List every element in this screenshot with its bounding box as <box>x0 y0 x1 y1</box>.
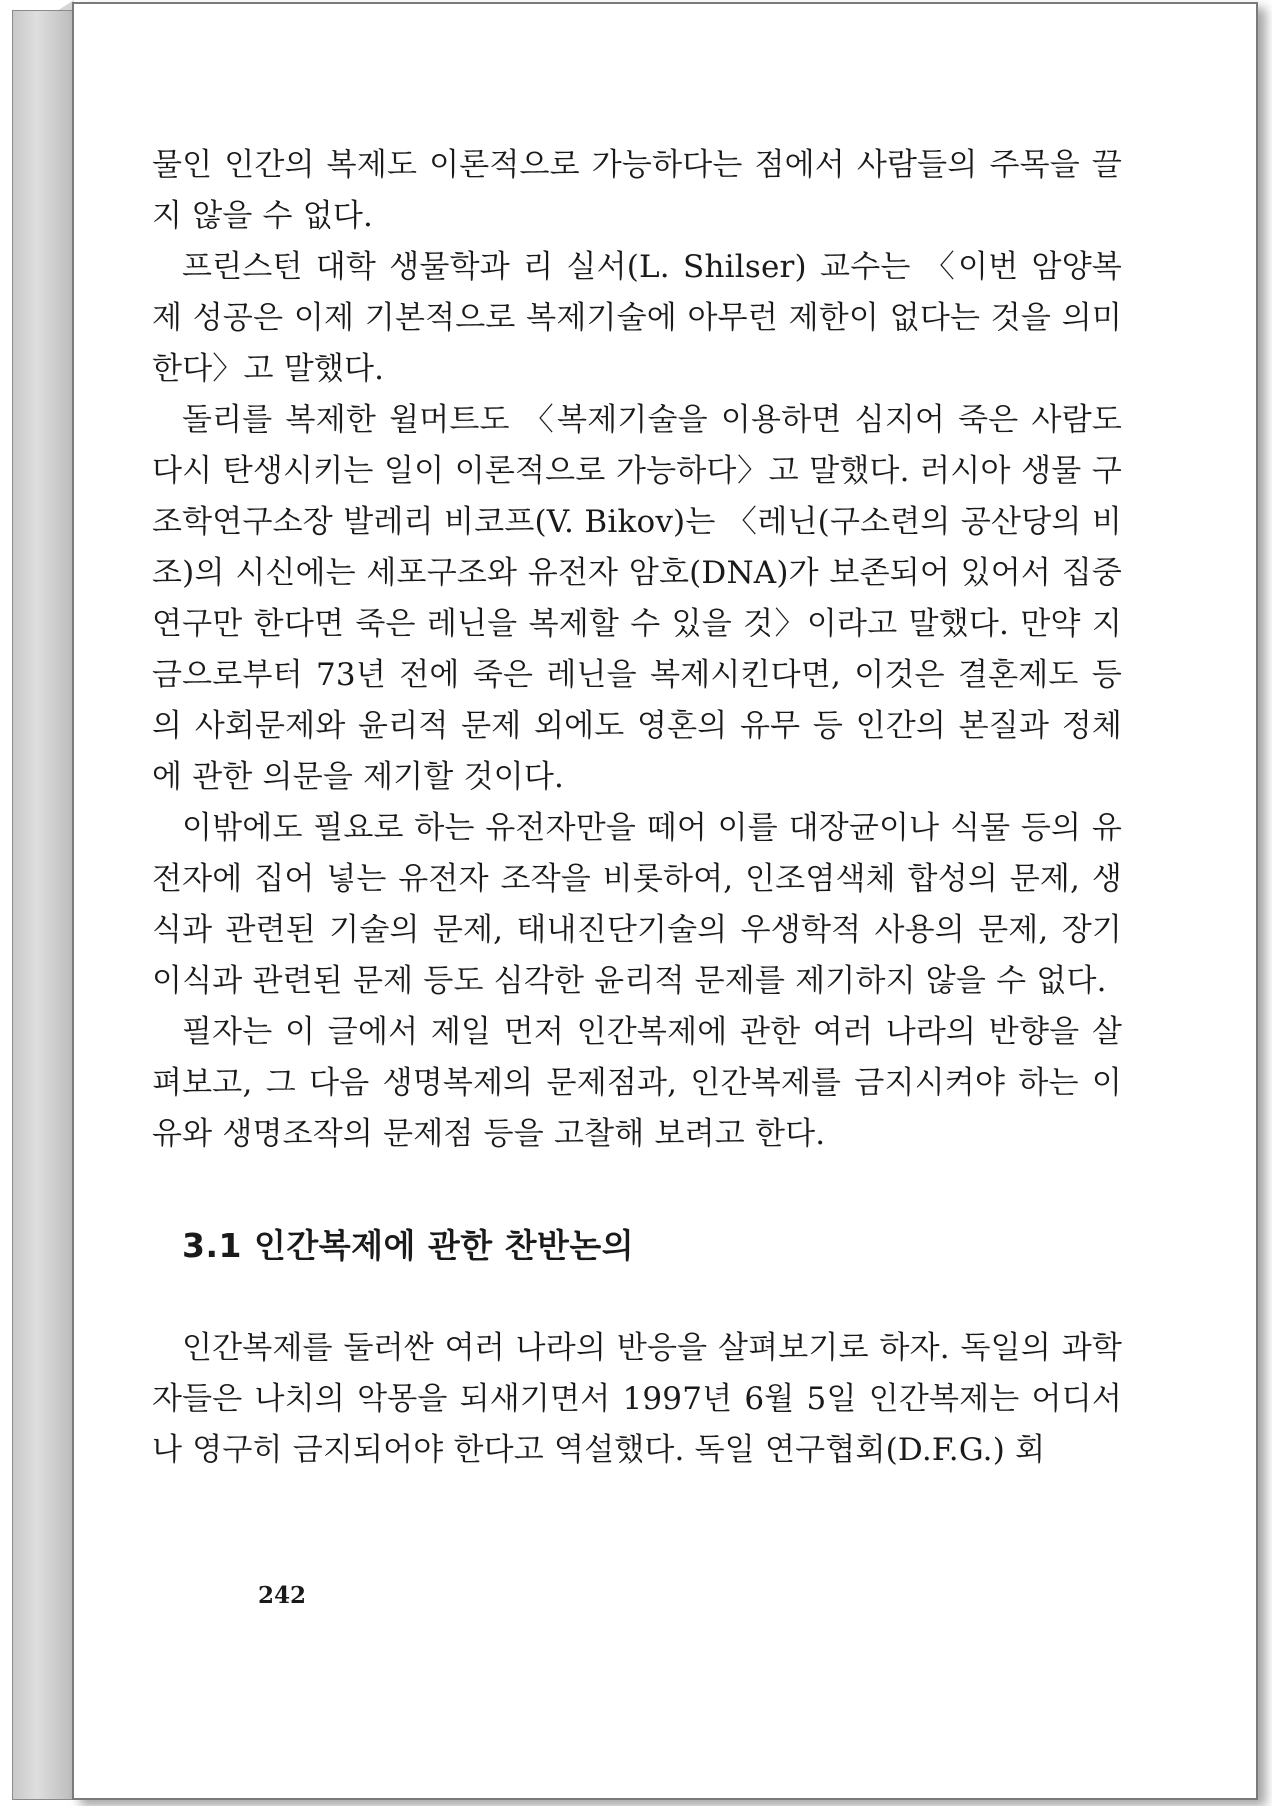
page-number: 242 <box>258 1582 307 1609</box>
paragraph-2: 프린스턴 대학 생물학과 리 실서(L. Shilser) 교수는 〈이번 암양복제 성공은 이제 기본적으로 복제기술에 아무런 제한이 없다는 것을 의미 한다〉고 말했다. <box>152 249 1122 387</box>
section-heading: 3.1 인간복제에 관한 찬반논의 <box>182 1226 635 1265</box>
page-content <box>152 140 1122 1476</box>
paragraph-6: 인간복제를 둘러싼 여러 나라의 반응을 살펴보기로 하자. 독일의 과학자들은 나치의 악몽을 되새기면서 1997년 6월 5일 인간복제는 어디서나 영구히 금지되어야 한다고 역설했다. 독일 연구협회(D.F.G.) 회 <box>152 1330 1122 1468</box>
book-spine <box>12 10 74 1800</box>
paragraph-5: 필자는 이 글에서 제일 먼저 인간복제에 관한 여러 나라의 반향을 살펴보고, 그 다음 생명복제의 문제점과, 인간복제를 금지시켜야 하는 이유와 생명조작의 문제점 등을 고찰해 보려고 한다. <box>152 1014 1122 1152</box>
paragraph-4: 이밖에도 필요로 하는 유전자만을 떼어 이를 대장균이나 식물 등의 유전자에 집어 넣는 유전자 조작을 비롯하여, 인조염색체 합성의 문제, 생식과 관련된 기술의 문제, 태내진단기술의 우생학적 사용의 문제, 장기이식과 관련된 문제 등도 심각한 윤리적 문제를 제기하지 않을 수 없다. <box>152 810 1122 999</box>
paragraph-3: 돌리를 복제한 윌머트도 〈복제기술을 이용하면 심지어 죽은 사람도 다시 탄생시키는 일이 이론적으로 가능하다〉고 말했다. 러시아 생물 구조학연구소장 발레리 비코프(V. Bikov)는 〈레닌(구소련의 공산당의 비조)의 시신에는 세포구조와 유전자 암호(DNA)가 보존되어 있어서 집중 연구만 한다면 죽은 레닌을 복제할 수 있을 것〉이라고 말했다. 만약 지금으로부터 73년 전에 죽은 레닌을 복제시킨다면, 이것은 결혼제도 등의 사회문제와 윤리적 문제 외에도 영혼의 유무 등 인간의 본질과 정체에 관한 의문을 제기할 것이다. <box>152 402 1122 795</box>
paragraph-1: 물인 인간의 복제도 이론적으로 가능하다는 점에서 사람들의 주목을 끌지 않을 수 없다. <box>152 147 1122 234</box>
